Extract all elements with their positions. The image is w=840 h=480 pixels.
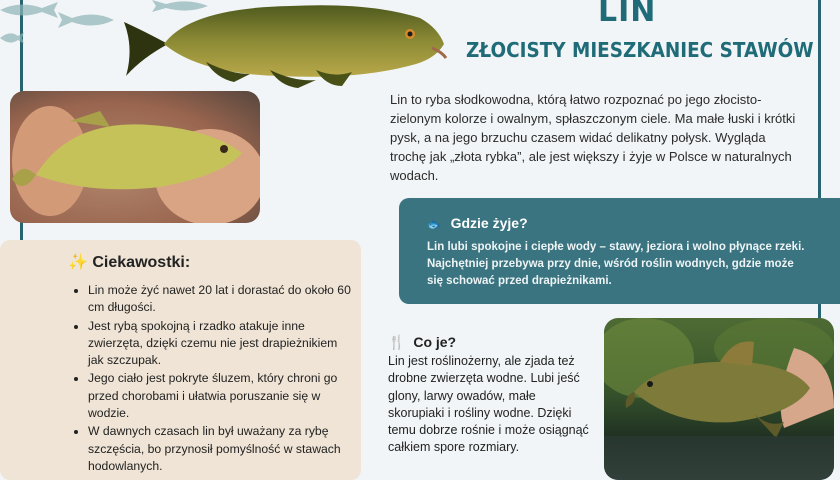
diet-text: Lin jest roślinożerny, ale zjada też drobne zwierzęta wodne. Lubi jeść glony, larwy owadów, małe skorupiaki i rośliny wodne. Dzięki temu dobrze rośnie i może osiągnąć całkiem spore rozmiary.	[388, 354, 589, 455]
diet-heading	[388, 334, 456, 351]
fish-pond-photo	[604, 318, 834, 480]
page-subtitle: ZŁOCISTY MIESZKANIEC STAWÓW	[466, 38, 814, 62]
fish-pond-illustration	[604, 318, 834, 480]
diet-heading-label: Co je?	[413, 334, 457, 350]
fish-in-hands-photo	[10, 91, 260, 223]
background-fish-icon	[0, 30, 24, 46]
tench-fish-image	[120, 0, 450, 88]
facts-heading-label: Ciekawostki:	[92, 254, 191, 271]
facts-heading	[68, 252, 190, 272]
background-fish-icon	[0, 0, 60, 20]
facts-list	[72, 282, 353, 476]
list-item: • Jest rybą spokojną i rzadko atakuje inne zwierzęta, dzięki czemu nie jest drapieżnikiem jak szczupak.	[88, 318, 353, 370]
background-fish-icon	[56, 10, 116, 30]
list-item: • Lin może żyć nawet 20 lat i dorastać do około 60 cm długości.	[88, 282, 353, 317]
habitat-text: Lin lubi spokojne i ciepłe wody – stawy, jeziora i wolno płynące rzeki. Najchętniej przebywa przy dnie, wśród roślin wodnych, gdzie może się schować przed drapieżnikami.	[427, 241, 805, 287]
fish-icon: 🐟	[427, 219, 441, 231]
intro-paragraph: Lin to ryba słodkowodna, którą łatwo rozpoznać po jego złocisto-zielonym kolorze i owalnym, spłaszczonym ciele. Ma małe łuski i krótki pysk, a na jego brzuchu czasem widać delikatny połysk. Wygląda trochę jak „złota rybka”, ale jest większy i żyje w Polsce w naturalnych wodach.	[390, 92, 796, 183]
habitat-heading-label: Gdzie żyje?	[450, 215, 528, 231]
list-item: • Jego ciało jest pokryte śluzem, który chroni go przed chorobami i ułatwia poruszanie się w wodzie.	[88, 370, 353, 422]
utensils-icon: 🍴	[388, 334, 406, 350]
fish-in-hands-illustration	[10, 91, 260, 223]
habitat-heading	[427, 215, 528, 231]
sparkle-icon: ✨	[68, 254, 88, 271]
list-item: • W dawnych czasach lin był uważany za rybę szczęścia, bo przynosił pomyślność w stawach hodowlanych.	[88, 423, 353, 475]
page-title: LIN	[598, 0, 657, 29]
